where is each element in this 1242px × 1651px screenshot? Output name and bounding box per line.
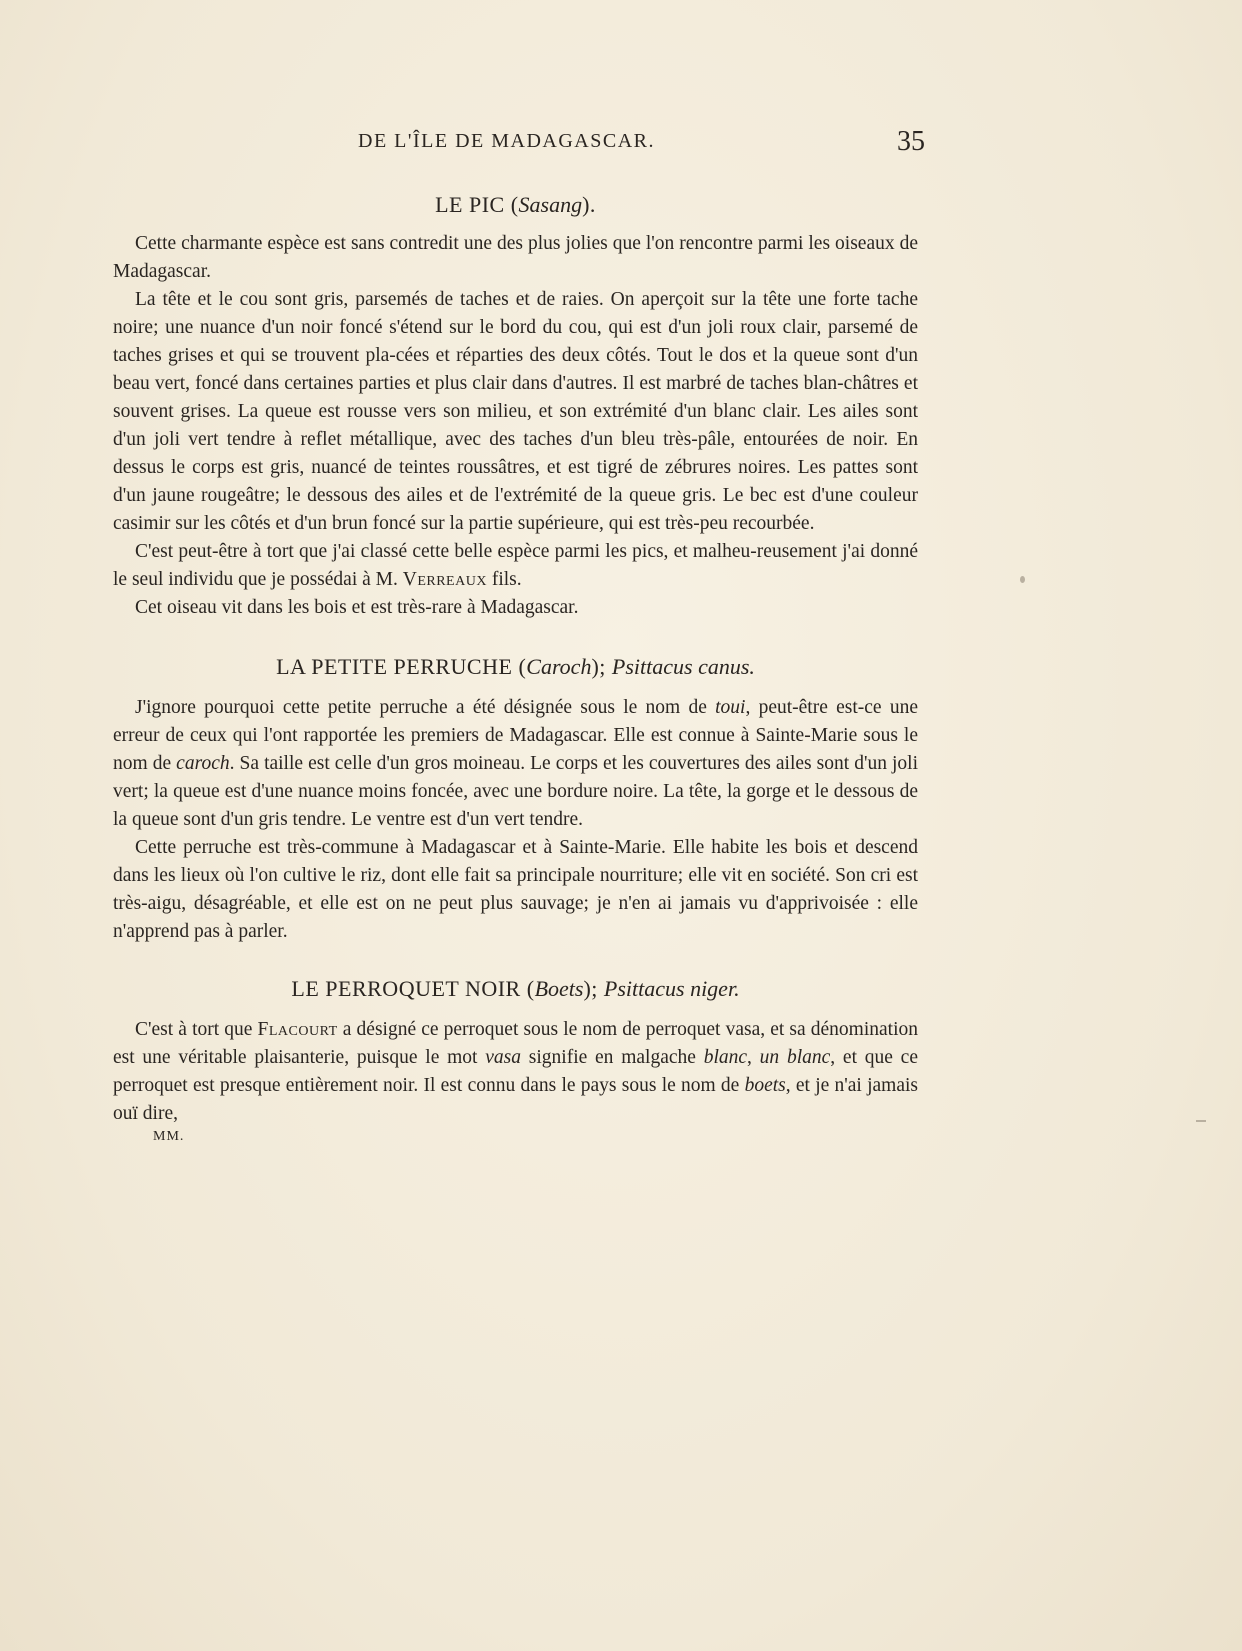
section-heading-pic: LE PIC (Sasang). — [435, 192, 596, 217]
paragraph: Cet oiseau vit dans les bois et est très-rare à Madagascar. — [135, 597, 579, 618]
paragraph: Cette charmante espèce est sans contredit une des plus jolies que l'on rencontre parmi les oiseaux de Madagascar. — [113, 233, 918, 282]
paper-speck — [1020, 576, 1025, 583]
paragraph: C'est peut-être à tort que j'ai classé cette belle espèce parmi les pics, et malheu-reusement j'ai donné le seul individu que je possédai à M. Verreaux fils. — [113, 541, 918, 590]
italic-term: caroch — [176, 753, 230, 774]
heading-latin-name: Psittacus niger. — [603, 976, 740, 1001]
text-column — [113, 190, 918, 1146]
page-number: 35 — [897, 126, 925, 157]
person-name: Flacourt — [257, 1019, 338, 1040]
heading-local-name: Sasang — [518, 192, 583, 217]
heading-title: LE PERROQUET NOIR — [291, 976, 521, 1001]
italic-term: toui — [715, 697, 746, 718]
section-heading-perroquet: LE PERROQUET NOIR (Boets); Psittacus niger. — [291, 976, 740, 1001]
heading-latin-name: Psittacus canus. — [611, 654, 755, 679]
italic-term: un blanc — [759, 1047, 831, 1068]
heading-title: LA PETITE PERRUCHE — [276, 654, 513, 679]
italic-term: blanc — [703, 1047, 748, 1068]
heading-local-name: Caroch — [526, 654, 592, 679]
paragraph: C'est à tort que Flacourt a désigné ce perroquet sous le nom de perroquet vasa, et sa dénomination est une véritable plaisanterie, puisque le mot vasa signifie en malgache blanc, un blanc, et que ce perroquet est presque entièrement noir. Il est connu dans le pays sous le nom de boets, et je n'ai jamais ouï dire, — [113, 1019, 918, 1124]
person-name: Verreaux — [402, 569, 487, 590]
italic-term: vasa — [485, 1047, 521, 1068]
paragraph: La tête et le cou sont gris, parsemés de taches et de raies. On aperçoit sur la tête une forte tache noire; une nuance d'un noir foncé s'étend sur le bord du cou, qui est d'un joli roux clair, parsemé de taches grises et qui se trouvent pla-cées et réparties des deux côtés. Tout le dos et la queue sont d'un beau vert, foncé dans certaines parties et plus clair dans d'autres. Il est marbré de taches blan-châtres et souvent grises. La queue est rousse vers son milieu, et son extrémité d'un blanc clair. Les ailes sont d'un joli vert tendre à reflet métallique, avec des taches d'un bleu très-pâle, entourées de noir. En dessus le corps est gris, nuancé de teintes roussâtres, et est tigré de zébrures noires. Les pattes sont d'un jaune rougeâtre; le dessous des ailes et de l'extrémité de la queue gris. Le bec est d'une couleur casimir sur les côtés et d'un brun foncé sur la partie supérieure, qui est très-peu recourbée. — [113, 289, 918, 534]
catchword: MM. — [153, 1129, 185, 1144]
running-head — [113, 126, 925, 160]
heading-local-name: Boets — [534, 976, 584, 1001]
paper-speck — [1196, 1120, 1206, 1122]
paragraph: J'ignore pourquoi cette petite perruche a été désignée sous le nom de toui, peut-être est-ce une erreur de ceux qui l'ont rapportée les premiers de Madagascar. Elle est connue à Sainte-Marie sous le nom de caroch. Sa taille est celle d'un gros moineau. Le corps et les couvertures des ailes sont d'un joli vert; la queue est d'une nuance moins foncée, avec une bordure noire. La tête, la gorge et le dessous de la queue sont d'un gris tendre. Le ventre est d'un vert tendre. — [113, 697, 919, 830]
running-title: DE L'ÎLE DE MADAGASCAR. — [358, 130, 655, 152]
italic-term: boets — [744, 1075, 786, 1096]
section-heading-perruche: LA PETITE PERRUCHE (Caroch); Psittacus canus. — [276, 654, 755, 679]
paragraph: Cette perruche est très-commune à Madagascar et à Sainte-Marie. Elle habite les bois et descend dans les lieux où l'on cultive le riz, dont elle fait sa principale nourriture; elle vit en société. Son cri est très-aigu, désagréable, et elle est on ne peut plus sauvage; je n'en ai jamais vu d'apprivoisée : elle n'apprend pas à parler. — [113, 837, 918, 942]
heading-title: LE PIC — [435, 192, 505, 217]
